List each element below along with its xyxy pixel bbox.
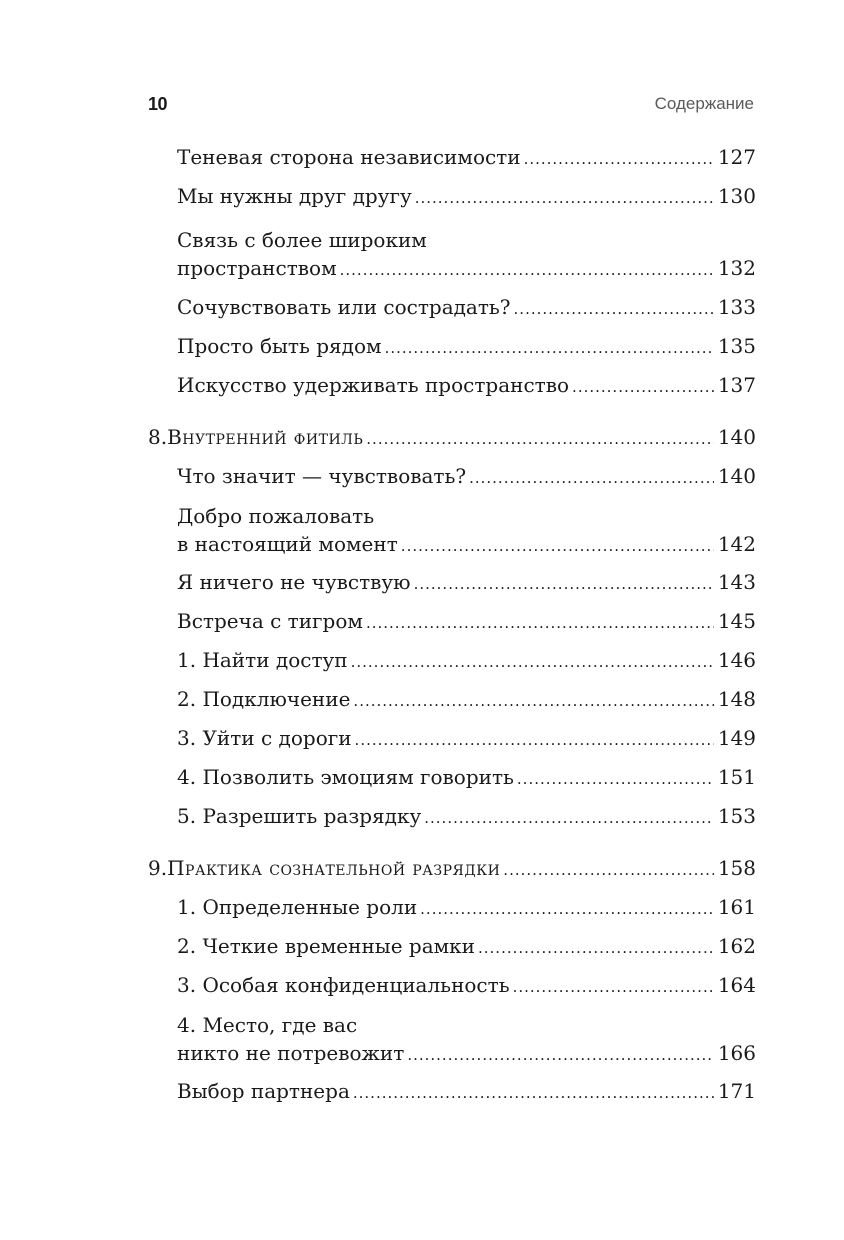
toc-entry-page: 142 — [717, 532, 756, 556]
toc-entry-title: 2. Четкие временные рамки — [177, 934, 475, 958]
page-number: 10 — [148, 94, 168, 114]
dot-leader — [366, 425, 714, 453]
toc-entry[interactable] — [148, 763, 756, 793]
toc-entry-title: Теневая сторона независимости — [177, 145, 521, 169]
toc-entry[interactable] — [148, 226, 756, 284]
dot-leader — [401, 532, 714, 560]
page-header — [148, 94, 754, 120]
toc-entry[interactable] — [148, 724, 756, 754]
toc-entry[interactable] — [148, 182, 756, 212]
dot-leader — [385, 334, 714, 362]
toc-entry-page: 133 — [717, 295, 756, 319]
toc-entry-page: 127 — [717, 145, 756, 169]
dot-leader — [351, 648, 714, 676]
chapter-title: Практика сознательной разрядки — [167, 856, 501, 880]
toc-entry[interactable] — [148, 802, 756, 832]
toc-entry-page: 149 — [717, 726, 756, 750]
dot-leader — [513, 973, 714, 1001]
dot-leader — [353, 687, 713, 715]
toc-entry-page: 153 — [717, 804, 756, 828]
toc-entry-title: 1. Определенные роли — [177, 895, 418, 919]
dot-leader — [420, 895, 714, 923]
toc-entry[interactable] — [148, 1077, 756, 1107]
toc-entry-title: 5. Разрешить разрядку — [177, 804, 422, 828]
toc-chapter[interactable] — [148, 854, 756, 884]
toc-entry-page: 166 — [717, 1041, 756, 1065]
toc-entry-title: 3. Уйти с дороги — [177, 726, 352, 750]
toc-entry-page: 162 — [717, 934, 756, 958]
toc-entry-page: 146 — [717, 648, 756, 672]
chapter-number: 9. — [148, 856, 168, 880]
toc-entry-page: 151 — [717, 765, 756, 789]
dot-leader — [514, 295, 714, 323]
toc-chapter[interactable] — [148, 423, 756, 453]
toc-entry-title: Мы нужны друг другу — [177, 184, 412, 208]
toc-entry-page: 148 — [717, 687, 756, 711]
toc-entry[interactable] — [148, 971, 756, 1001]
toc-entry-title-line1: 4. Место, где вас — [177, 1013, 358, 1037]
toc-entry[interactable] — [148, 462, 756, 492]
toc-entry[interactable] — [148, 893, 756, 923]
toc-entry[interactable] — [148, 332, 756, 362]
toc-entry-title-line1: Добро пожаловать — [177, 504, 375, 528]
dot-leader — [407, 1041, 713, 1069]
toc-entry-page: 130 — [717, 184, 756, 208]
toc-entry-page: 143 — [717, 570, 756, 594]
toc-entry-title: Встреча с тигром — [177, 609, 363, 633]
toc-entry[interactable] — [148, 568, 756, 598]
running-head: Содержание — [654, 94, 754, 113]
toc-entry-title: никто не потревожит — [177, 1041, 405, 1065]
toc-entry-page: 161 — [717, 895, 756, 919]
toc-entry-page: 135 — [717, 334, 756, 358]
toc-entry-page: 140 — [717, 464, 756, 488]
dot-leader — [503, 856, 714, 884]
dot-leader — [517, 765, 714, 793]
toc-entry-title: 1. Найти доступ — [177, 648, 348, 672]
toc-entry-page: 145 — [717, 609, 756, 633]
toc-entry[interactable] — [148, 1011, 756, 1069]
dot-leader — [340, 256, 714, 284]
toc-entry[interactable] — [148, 502, 756, 560]
toc-entry-title: 2. Подключение — [177, 687, 351, 711]
toc-entry-page: 140 — [717, 425, 756, 449]
toc-entry-page: 158 — [717, 856, 756, 880]
toc-entry[interactable] — [148, 646, 756, 676]
chapter-number: 8. — [148, 425, 168, 449]
dot-leader — [414, 570, 714, 598]
dot-leader — [469, 464, 714, 492]
toc-entry-title: 3. Особая конфиденциальность — [177, 973, 510, 997]
dot-leader — [366, 609, 714, 637]
toc-entry-page: 171 — [717, 1079, 756, 1103]
toc-entry-title: Что значит — чувствовать? — [177, 464, 467, 488]
toc-entry[interactable] — [148, 371, 756, 401]
toc-entry[interactable] — [148, 932, 756, 962]
toc-entry-page: 164 — [717, 973, 756, 997]
toc-entry-page: 137 — [717, 373, 756, 397]
toc-entry-title: Просто быть рядом — [177, 334, 382, 358]
toc-entry[interactable] — [148, 143, 756, 173]
dot-leader — [572, 373, 714, 401]
dot-leader — [415, 184, 714, 212]
toc-entry-title: 4. Позволить эмоциям говорить — [177, 765, 514, 789]
dot-leader — [478, 934, 714, 962]
toc-entry[interactable] — [148, 293, 756, 323]
chapter-title: Внутренний фитиль — [167, 425, 364, 449]
toc-entry-title-line1: Связь с более широким — [177, 228, 427, 252]
toc-entry-title: Искусство удерживать пространство — [177, 373, 570, 397]
toc-entry-title: Я ничего не чувствую — [177, 570, 411, 594]
toc-entry-title: Сочувствовать или сострадать? — [177, 295, 511, 319]
dot-leader — [524, 145, 714, 173]
toc-entry-title: пространством — [177, 256, 337, 280]
dot-leader — [355, 726, 714, 754]
toc-entry[interactable] — [148, 607, 756, 637]
dot-leader — [353, 1079, 714, 1107]
toc-entry-page: 132 — [717, 256, 756, 280]
dot-leader — [424, 804, 714, 832]
toc-entry-title: в настоящий момент — [177, 532, 398, 556]
toc-entry[interactable] — [148, 685, 756, 715]
toc-entry-title: Выбор партнера — [177, 1079, 350, 1103]
